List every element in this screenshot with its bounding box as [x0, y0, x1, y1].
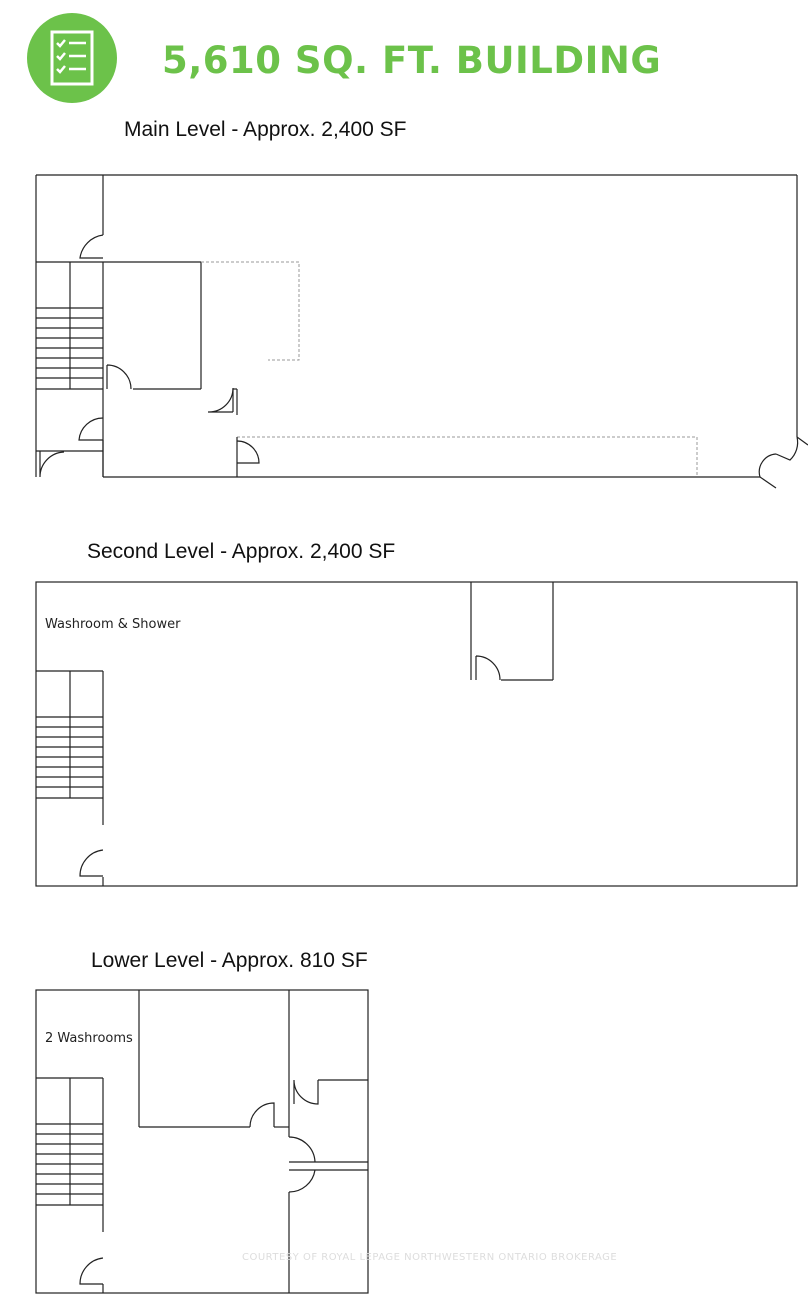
second-level-title: Second Level - Approx. 2,400 SF [87, 540, 396, 563]
lower-outer-walls [36, 990, 368, 1293]
main-level-floor-plan [0, 0, 808, 500]
page-title: 5,610 SQ. FT. BUILDING [162, 39, 662, 82]
main-doors [40, 235, 808, 488]
washroom-shower-label: Washroom & Shower [45, 617, 181, 632]
two-washrooms-label: 2 Washrooms [45, 1031, 133, 1046]
second-outer-walls [36, 582, 797, 886]
main-stairs [36, 262, 103, 389]
watermark: COURTESY OF ROYAL LEPAGE NORTHWESTERN ONTARIO BROKERAGE [242, 1252, 618, 1263]
second-door-stairs [80, 850, 103, 876]
lower-level-title: Lower Level - Approx. 810 SF [91, 949, 368, 972]
second-level-floor-plan [0, 570, 808, 900]
main-level-title: Main Level - Approx. 2,400 SF [124, 118, 407, 141]
second-door-room [476, 656, 500, 680]
